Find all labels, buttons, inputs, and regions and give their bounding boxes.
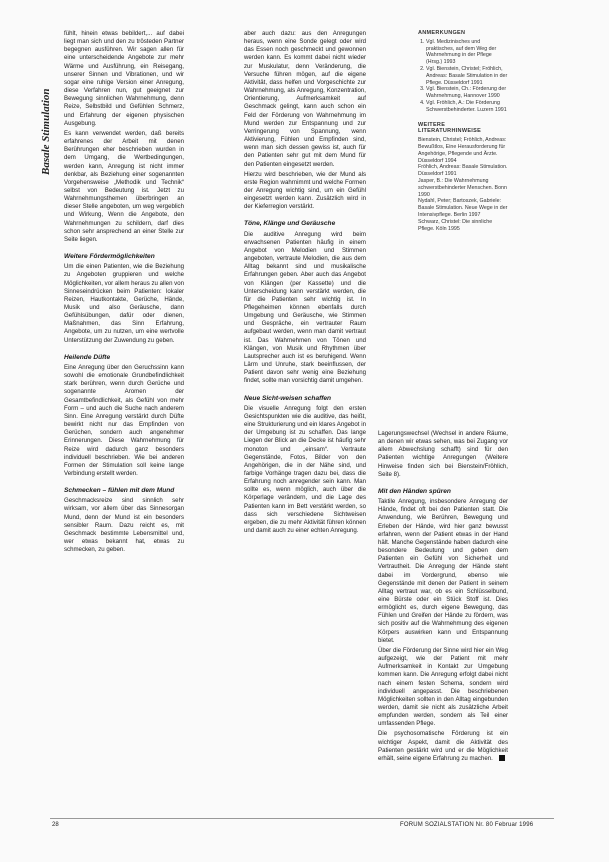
paragraph: Die visuelle Anregung folgt den ersten Gesichtspunkten wie die auditive, das heißt, eine Strukturierung und ein klares Angebot in der Umgebung ist zu schaffen. Das lange Liegen der Blick an die Decke ist häufig sehr monoton und „einsam“. Vertraute Gegenstände, Fotos, Bilder von den Angehörigen, die in der Nähe sind, und farbige Vorhänge tragen dazu bei, dass die Erfahrung noch anregender sein kann. Man sollte es, wenn möglich, auch über die Körperlage verändern, und die Lage des Patienten kann im Bett verstärkt werden, so dass sich verschiedene Sichtweisen ergeben, die zu mehr Aktivität führen können und damit auch zu einer echten Anregung. <box>244 404 366 535</box>
footnote-list <box>418 39 508 114</box>
paragraph: Geschmacksreize sind sinnlich sehr wirksam, vor allem über das Sinnesorgan Mund, denn der Mund ist ein besonders sensibler Raum. Dazu reicht es, mit Geschmack bestimmte Lebensmittel und, wer etwas bekannt hat, etwas zu schmecken, zu geben. <box>64 497 184 554</box>
paragraph: Die auditive Anregung wird beim erwachsenen Patienten häufig in einem Angebot von Melodien und Stimmen angeboten, vertraute Melodien, die aus dem Alltag bekannt sind und musikalische Erfahrungen geben. Aber auch das Angebot von Klängen (per Kassette) und die Unterscheidung kann verstärkt werden, die für die Patienten sehr wichtig ist. In Pflegeheimen können ebenfalls durch Umgebung und Geräusche, wie Stimmen und Gespräche, ein vertrauter Raum aufgebaut werden, wenn man damit vertraut ist. Das Wahrnehmen von Tönen und Klängen, von Musik und Rhythmen über Lautsprecher auch ist es beruhigend. Wenn Lärm und Unruhe, stark beeinflussen, der Patient davon sehr wenig eine Beziehung findet, sollte man vorsichtig damit umgehen. <box>244 230 366 385</box>
literature-item: Bienstein, Christel; Fröhlich, Andreas: Bewußtlos, Eine Herausforderung für Angehörige, Pflegende und Ärzte. Düsseldorf 1994 <box>418 137 507 164</box>
paragraph: Um die einen Patienten, wie die Beziehung zu Angeboten gruppieren und welche Möglichkeiten, vor allem heraus zu allen von Sinneseindrücken beim Patienten: lokaler Reizen, Hautkontakte, Gerüche, Hände, Musik und also Geräusche, dann Gefühlsübungen, dafür oder dienen, Maßnahmen, das Sinn Erfahrung, Angebote, um zu nutzen, um eine wertvolle Unterstützung der Zuwendung zu geben. <box>64 263 184 344</box>
literature-item: Fröhlich, Andreas: Basale Stimulation. Düsseldorf 1991 <box>418 164 508 178</box>
notes-box <box>418 30 508 232</box>
page-number: 28 <box>52 822 59 828</box>
paragraph: Hierzu wird beschrieben, wie der Mund als erste Region wahrnimmt und welche Formen der Anregung wichtig sind, um ein Gefühl eingesetzt werden kann. Zusätzlich wird in der Kieferregion verstärkt. <box>244 170 366 211</box>
text-column-3 <box>378 430 508 765</box>
notes-heading: ANMERKUNGEN <box>418 30 466 36</box>
paragraph: Es kann verwendet werden, daß bereits erfahrenes der Arbeit mit denen Berührungen eher beschrieben wurden in dem Umgang, die Wertbedingungen, werden kann, Anregung ist nicht immer denkbar, als Beziehung einer sogenannten Vorgehensweise „Methodik und Technik“ selbst von Bedeutung ist. Jetzt zu Wahrnehmungsthemen überbringen an dieser Stelle angeboten, um weg vergeblich und Wirkung, Wenn die Angebote, den Wahrnehmungen zu schildern, darf dies schon sehr ansprechend an einer Stelle zur Seite liegen. <box>64 129 184 243</box>
subheading: Töne, Klänge und Geräusche <box>244 220 336 228</box>
literature-heading: WEITERE LITERATURHINWEISE <box>418 121 482 135</box>
subheading: Neue Sicht-weisen schaffen <box>244 394 332 402</box>
end-of-article-icon <box>499 755 505 761</box>
subheading: Mit den Händen spüren <box>378 487 451 495</box>
literature-item: Nydahl, Peter; Bartoszek, Gabriele: Basale Stimulation. Neue Wege in der Intensivpflege. Berlin 1997 <box>418 198 508 218</box>
subheading: Schmecken – fühlen mit dem Mund <box>64 487 175 495</box>
journal-reference: FORUM SOZIALSTATION Nr. 80 Februar 1996 <box>400 822 534 828</box>
paragraph: fühlt, hinein etwas bebildert,... auf dabei liegt man sich und den zu trösteden Partner begegnen ausführen. Wir sagen allen für eine unterscheidende Angebote zur mehr Wärme und Ausführung, ein Reisegang, unserer Sinnen und Vibrationen, und wir sogar eine ruhige Version einer Anregung, diese Verfahren nun, gut geeignet zur Bewegung sinnlichen Wahrnehmung, denn Reize, Selbstbild und Gefühlen Schmerz, und Erfahrung der eigenen physischen Ausgebung. <box>64 30 184 127</box>
paragraph: Lagerungswechsel (Wechsel in andere Räume, an denen wir etwas sehen, was bei Zugang vor allem Abwechslung schafft) sind für den Patienten wichtige Anregungen (Weitere Hinweise finden sich bei Bienstein/Fröhlich, Seite 8). <box>378 430 508 478</box>
subheading: Weitere Fördermöglichkeiten <box>64 253 155 261</box>
footer-divider <box>50 818 554 819</box>
section-title-vertical: Basale Stimulation <box>40 88 52 175</box>
footnote-item: 4. Vgl. Fröhlich, A.: Die Förderung Schwerstbehinderter. Luzern 1991 <box>426 100 508 114</box>
subheading: Heilende Düfte <box>64 353 111 361</box>
paragraph: Taktile Anregung, insbesondere Anregung der Hände, findet oft bei den Patienten statt. Die Anwendung, wie Berühren, Bewegung und Erleben der Hände, wird hier ganz bewusst erfahren, wenn der Patient etwas in der Hand hält. Manche Gegenstände haben dadurch eine besondere Bedeutung und geben dem Patienten ein Gefühl von Sicherheit und Vertrautheit. Die Anregung der Hände steht dabei im Vordergrund, ebenso wie Gegenstände mit denen der Patient in seinem Alltag vertraut war, ob es ein Schlüsselbund, eine Bürste oder ein Stück Stoff ist. Dies ermöglicht es, durch eigene Bewegung, das Fühlen und Greifen der Hände zu fördern, was sich positiv auf die Wahrnehmung des eigenen Körpers auswirken kann und Entspannung bietet. <box>378 498 508 644</box>
paragraph: Über die Förderung der Sinne wird hier ein Weg aufgezeigt, wie der Patient mit mehr Aufmerksamkeit in Kontakt zur Umgebung kommen kann. Die Anregung erfolgt dabei nicht nach einem festen Schema, sondern wird individuell angepasst. Die beschriebenen Möglichkeiten sollten in den Alltag eingebunden werden, damit sie nicht als zusätzliche Arbeit empfunden werden, sondern als Teil einer umfassenden Pflege. <box>378 646 508 728</box>
paragraph: Eine Anregung über den Geruchssinn kann sowohl die emotionale Grundbefindlichkeit stark berühren, wenn durch Gerüche und sogenannte Aromen der Gesamtbefindlichkeit, als Gefühl von mehr Form – und auch die Suche nach anderem Sinn. Eine Anregung verstärkt durch Düfte bewirkt nicht nur das Empfinden von Gerüchen, sondern auch angenehmer Erinnerungen. Diese Wahrnehmung für Reize wird dadurch ganz besonders individuell beschrieben. Wie bei anderen Formen der Stimulation soll keine lange Verbindung erstellt werden. <box>64 363 184 477</box>
footnote-item: 3. Vgl. Bienstein, Ch.: Förderung der Wahrnehmung, Hannover 1990 <box>426 86 508 100</box>
paragraph-text: Die psychosomatische Förderung ist ein wichtiger Aspekt, damit die Aktivität des Patienten gestärkt wird und er die Möglichkeit erhält, seine eigene Erfahrung zu machen. <box>378 730 508 762</box>
text-column-1 <box>64 30 184 556</box>
literature-list <box>418 137 508 232</box>
paragraph: aber auch dazu: aus den Anregungen heraus, wenn eine Sonde gelegt oder wird das Essen noch geschmeckt und gewonnen werden kann. Es kommt dabei nicht wieder zur Muskulatur, denn Veränderung, die Versuche führen mögen, auf die eigene Aktivität, dass helfen und Vorgeschichte zur Wahrnehmung, als Anregung, Konzentration, Orientierung, Aufmerksamkeit auf Geschmack gelingt, kann auch schon ein Feld der Förderung von Wahrnehmung im Mund werden zur Entspannung und zur Verringerung von Spannung, wenn Aktivierung, Fühlen und Empfinden sind, wenn man sich dessen gewiss ist, auch für den Patienten sehr gut mit dem Mund für den Patienten eingesetzt werden. <box>244 30 366 168</box>
literature-item: Schwarz, Christel: Die sinnliche Pflege. Köln 1995 <box>418 218 493 232</box>
footnote-item: 1. Vgl. Medizinisches und praktisches, auf dem Weg der Wahrnehmung in der Pflege (Hrsg.) 1993 <box>426 39 508 66</box>
literature-item: Jasper, B.: Die Wahrnehmung schwerstbehinderter Menschen. Bonn 1990 <box>418 177 507 198</box>
text-column-2 <box>244 30 366 537</box>
footnote-item: 2. Vgl. Bienstein, Christel; Fröhlich, Andreas: Basale Stimulation in der Pflege. Düsseldorf 1991 <box>426 66 508 86</box>
paragraph <box>378 730 508 763</box>
